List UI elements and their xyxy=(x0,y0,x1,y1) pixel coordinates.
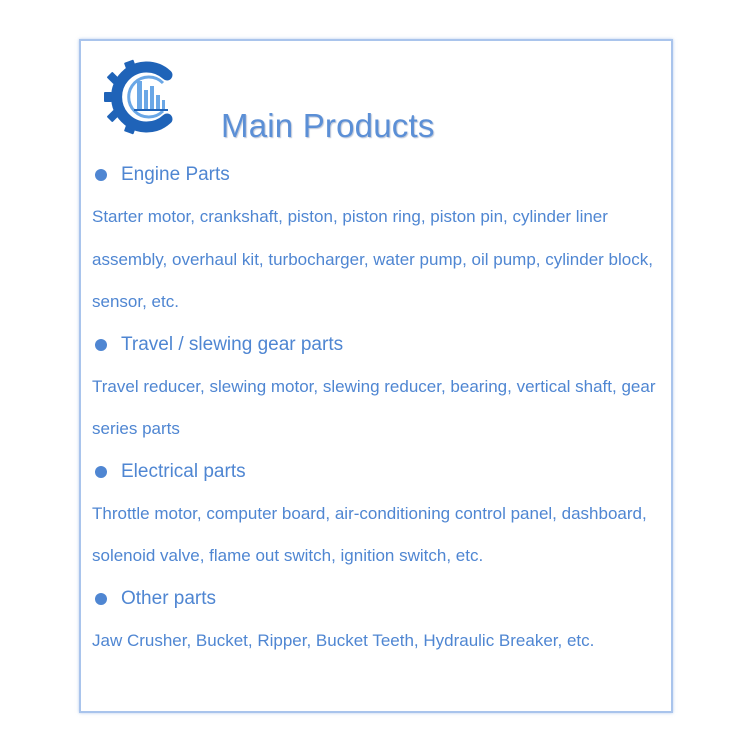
bullet-icon xyxy=(95,466,107,478)
section-heading-label: Other parts xyxy=(121,587,217,609)
page-title: Main Products xyxy=(221,107,435,144)
section-description: Throttle motor, computer board, air-conditioning control panel, dashboard, solenoid valve, flame out switch, ignition switch, etc. xyxy=(92,503,647,565)
gear-city-logo-icon xyxy=(101,57,181,137)
section-engine-parts xyxy=(92,154,667,324)
section-travel-slewing-gear-parts xyxy=(92,324,667,451)
section-heading xyxy=(92,324,667,366)
section-other-parts xyxy=(92,578,667,663)
bullet-icon xyxy=(95,339,107,351)
section-heading-label: Electrical parts xyxy=(121,460,246,482)
section-electrical-parts xyxy=(92,451,667,578)
section-heading xyxy=(92,578,667,620)
bullet-icon xyxy=(95,169,107,181)
products-card xyxy=(79,39,673,713)
section-heading-label: Engine Parts xyxy=(121,164,230,185)
section-heading-label: Travel / slewing gear parts xyxy=(121,333,344,355)
section-heading xyxy=(92,451,667,493)
section-description: Travel reducer, slewing motor, slewing reducer, bearing, vertical shaft, gear series parts xyxy=(92,376,656,438)
bullet-icon xyxy=(95,593,107,605)
section-description: Jaw Crusher, Bucket, Ripper, Bucket Teeth, Hydraulic Breaker, etc. xyxy=(92,630,595,650)
product-list xyxy=(92,154,667,662)
section-description: Starter motor, crankshaft, piston, piston ring, piston pin, cylinder liner assembly, overhaul kit, turbocharger, water pump, oil pump, cylinder block, sensor, etc. xyxy=(92,207,653,311)
section-heading xyxy=(92,154,667,196)
